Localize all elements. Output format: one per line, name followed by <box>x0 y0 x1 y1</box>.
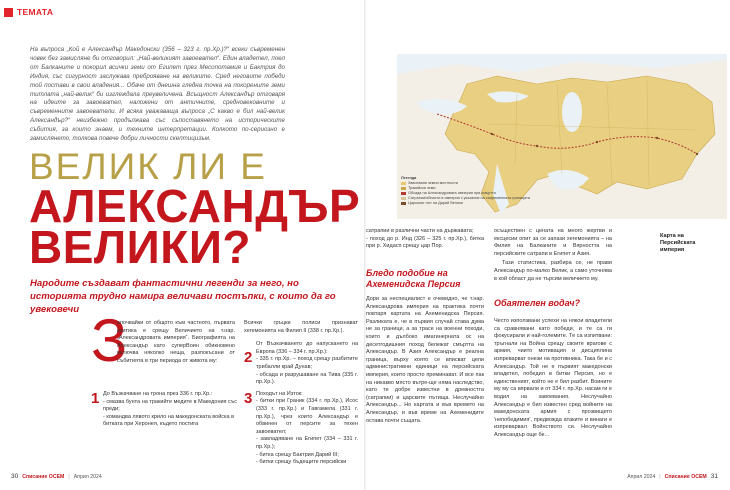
footer-separator: | <box>68 473 70 480</box>
page-number-right: 31 <box>710 473 718 480</box>
list-item: - битки срещу бъдещите персийски <box>256 459 347 466</box>
footer-left <box>11 473 102 480</box>
col-2-intro: Всички гръцки полиси признават хегемонията на Филип II (338 г. пр.Хр.). <box>244 320 358 334</box>
legend-title: Легенда <box>401 176 417 180</box>
legend-label: Царският път на Дарий Велики <box>408 201 463 205</box>
list-number-3: 3 <box>244 390 253 407</box>
legend-label: Тракийски земи <box>408 186 436 190</box>
issue-date: Април 2024 <box>627 473 656 480</box>
list-1 <box>91 391 247 429</box>
legend-label: Обсада на Александровата империя при смъртта <box>408 191 496 195</box>
list-item: - обсада и разрушаване на Тива (335 г. пр.Хр.). <box>256 371 358 386</box>
footer-separator: | <box>659 473 661 480</box>
section-label: ТЕМАТА <box>17 7 54 17</box>
list-number-1: 1 <box>91 390 100 407</box>
footer-right <box>627 473 718 480</box>
col-4-top: осъществен с цената на много жертви и ексцесии опит за се запази хегемонията – на Филип на Балканите и Вярността на персийските сатрапи в Египет и Азия. <box>494 228 612 257</box>
legend-label: Сатрапии/области в империя с указания на съвременната границата <box>408 196 530 200</box>
section-heading-1: Бледо подобие на Ахеменидска Персия <box>366 268 461 289</box>
list-item: - смазва бунта на тракийте медите в Македония със преди; <box>103 398 237 413</box>
headline-line-1: ВЕЛИК ЛИ Е <box>29 146 267 187</box>
map-caption: Карта на Персийската империя <box>660 233 696 253</box>
drop-cap: З <box>91 307 128 374</box>
legend-swatch <box>401 182 406 185</box>
body-column-1: апочвайки от общото към частното, първата критика е срещу Величието на т.нар. „Александровата империя“. Биографията на Александър като суперВоин обикновено включва няколко неща, разпокъсани от събитията в три периода от живота му: <box>117 320 235 364</box>
legend-swatch <box>401 202 406 205</box>
col-4-top-2: Тази статистика, разбира се, не прави Александър по-малко Велик, а само уточнява в кой област да не търсим величието му. <box>494 260 612 282</box>
body-column-4-main: Често използвани успехи на някои владетели са сравнявани като победи, и те са ги фокусирали и най-големите. Те са изпитвани: тръгнали на Война срещу своите врагове с армия, чиито мотивация и дисциплина изпреварват онези на противника. Така бе и с Александър. Той не е първият македонски владетел, победил в битки Персия, но е единственият, който не е бил разбит. Воините му му са вярвали и от 334 г. пр.Хр. насам ги е водил на завоевания. Неслучайно Александър е бил известен сред войните на македонската армия с прозвището 'непобедимия', предвожда атаките и винаги е изпреварвал Войнството си. Неслучайно Александър още бе... <box>494 318 612 438</box>
list-item: - битки при Граник (334 г. пр.Хр.), Исос (333 г. пр.Хр.) и Гавгамела (331 г. пр.Хр.), чрез които Александър е обвинен от персите за техен завоевател; <box>256 398 358 435</box>
section-marker-icon <box>4 8 13 17</box>
magazine-name: Списание ОСЕМ <box>22 473 65 480</box>
list-2 <box>244 341 358 387</box>
magazine-name: Списание ОСЕМ <box>664 473 707 480</box>
body-column-2 <box>244 320 358 467</box>
section-heading-2: Обаятелен водач? <box>494 298 580 308</box>
headline-line-3: ВЕЛИКИ? <box>29 221 251 273</box>
body-column-3-main: Дори за неспециалист е очевидно, че т.нар. Александрова империя на практика почти повтаря картата на Ахеменидска Персия. Разликата е, че в първия случай става дума не за граници, а за трасе на военни походи, които и дълбоко имагинерната ос на десетгодишния поход бележат смъртта на Александър. В Азия Александър е реална граница, върху която се вписват цели административни единици на персийската империя, които просто преминават. И все пак на никакво място вътре-ще няма наследство, като те добре известни в древността (сатрапии) и царските пътища. Неслучайно Александър... Но картата и във времето на Александър, и във време на Ахеменидите остава почти същата. <box>366 296 484 424</box>
body-column-4 <box>494 228 612 283</box>
list-item: - 335 г. пр.Хр. – поход срещу разбитите трибалли край Дунав; <box>256 356 358 370</box>
legend-swatch <box>401 187 406 190</box>
section-tag <box>4 7 53 17</box>
legend-label: Завоевани земни местности <box>408 181 458 185</box>
list-item: Походът на Изток: <box>256 390 303 397</box>
list-item: От Възкачването до напускането на Европа (336 – 334 г. пр.Хр.): <box>256 341 358 355</box>
list-item: - командва лявото крило на македонската войска в битката при Херонея, където постига <box>103 413 235 428</box>
list-item: - завладяване на Египет (334 – 331 г. пр.Хр.); <box>256 436 358 450</box>
list-item: До Възкачване на трона през 336 г. пр.Хр.: <box>103 391 213 397</box>
map-legend <box>401 176 530 206</box>
col-3-top: сатрапии в различни части на държавата; <box>366 228 474 234</box>
list-item: - битка срещу Бактрия Дарий III; <box>256 451 339 458</box>
subtitle: Народите създават фантастични легенди за него, но историята трудно намира величави постъпки, с които да го увековечи <box>30 278 336 315</box>
issue-date: Април 2024 <box>73 473 102 480</box>
legend-swatch <box>401 192 406 195</box>
legend-item <box>401 201 530 206</box>
list-item: - поход до р. Инд (326 – 325 г. пр.Хр.), битка при р. Хидасп срещу цар Пор. <box>366 235 484 250</box>
headline-line-2: АЛЕКСАНДЪР <box>29 180 361 232</box>
legend-swatch <box>401 197 406 200</box>
body-column-3 <box>366 228 484 251</box>
intro-paragraph: На въпроса „Кой е Александър Македонски (356 – 323 г. пр.Хр.)?“ всеки съвременен човек без замисляне би отговорил: „Най-великият завоевател“. Един владетел, поел от Балканите и покорил всички земи от Египет през Месопотамия и Бактрия до Индия, със сигурност заслужава преброяване на великите. Сред неговите победи той постави в свои владения... Обаче от днешна гледна точка на покорените земи титлата „най-велик“ би изглеждала преувеличена. Всъщност Александър отговаря на идеите за завоевател, наложени от античните, средновековните и съвременните завоеватели. И всяка уважаваща въпроса „С какво е бил най-велик Александър?“ неизбежно продължава със съпоставянето на историческите събития, за които знаем, и техните интерпретации. Колкото по-сериозно е замислянето, толкова повече добри личности скептицизъм. <box>30 46 285 143</box>
page-number-left: 30 <box>11 473 19 480</box>
list-number-2: 2 <box>244 349 253 366</box>
list-3 <box>244 391 358 467</box>
